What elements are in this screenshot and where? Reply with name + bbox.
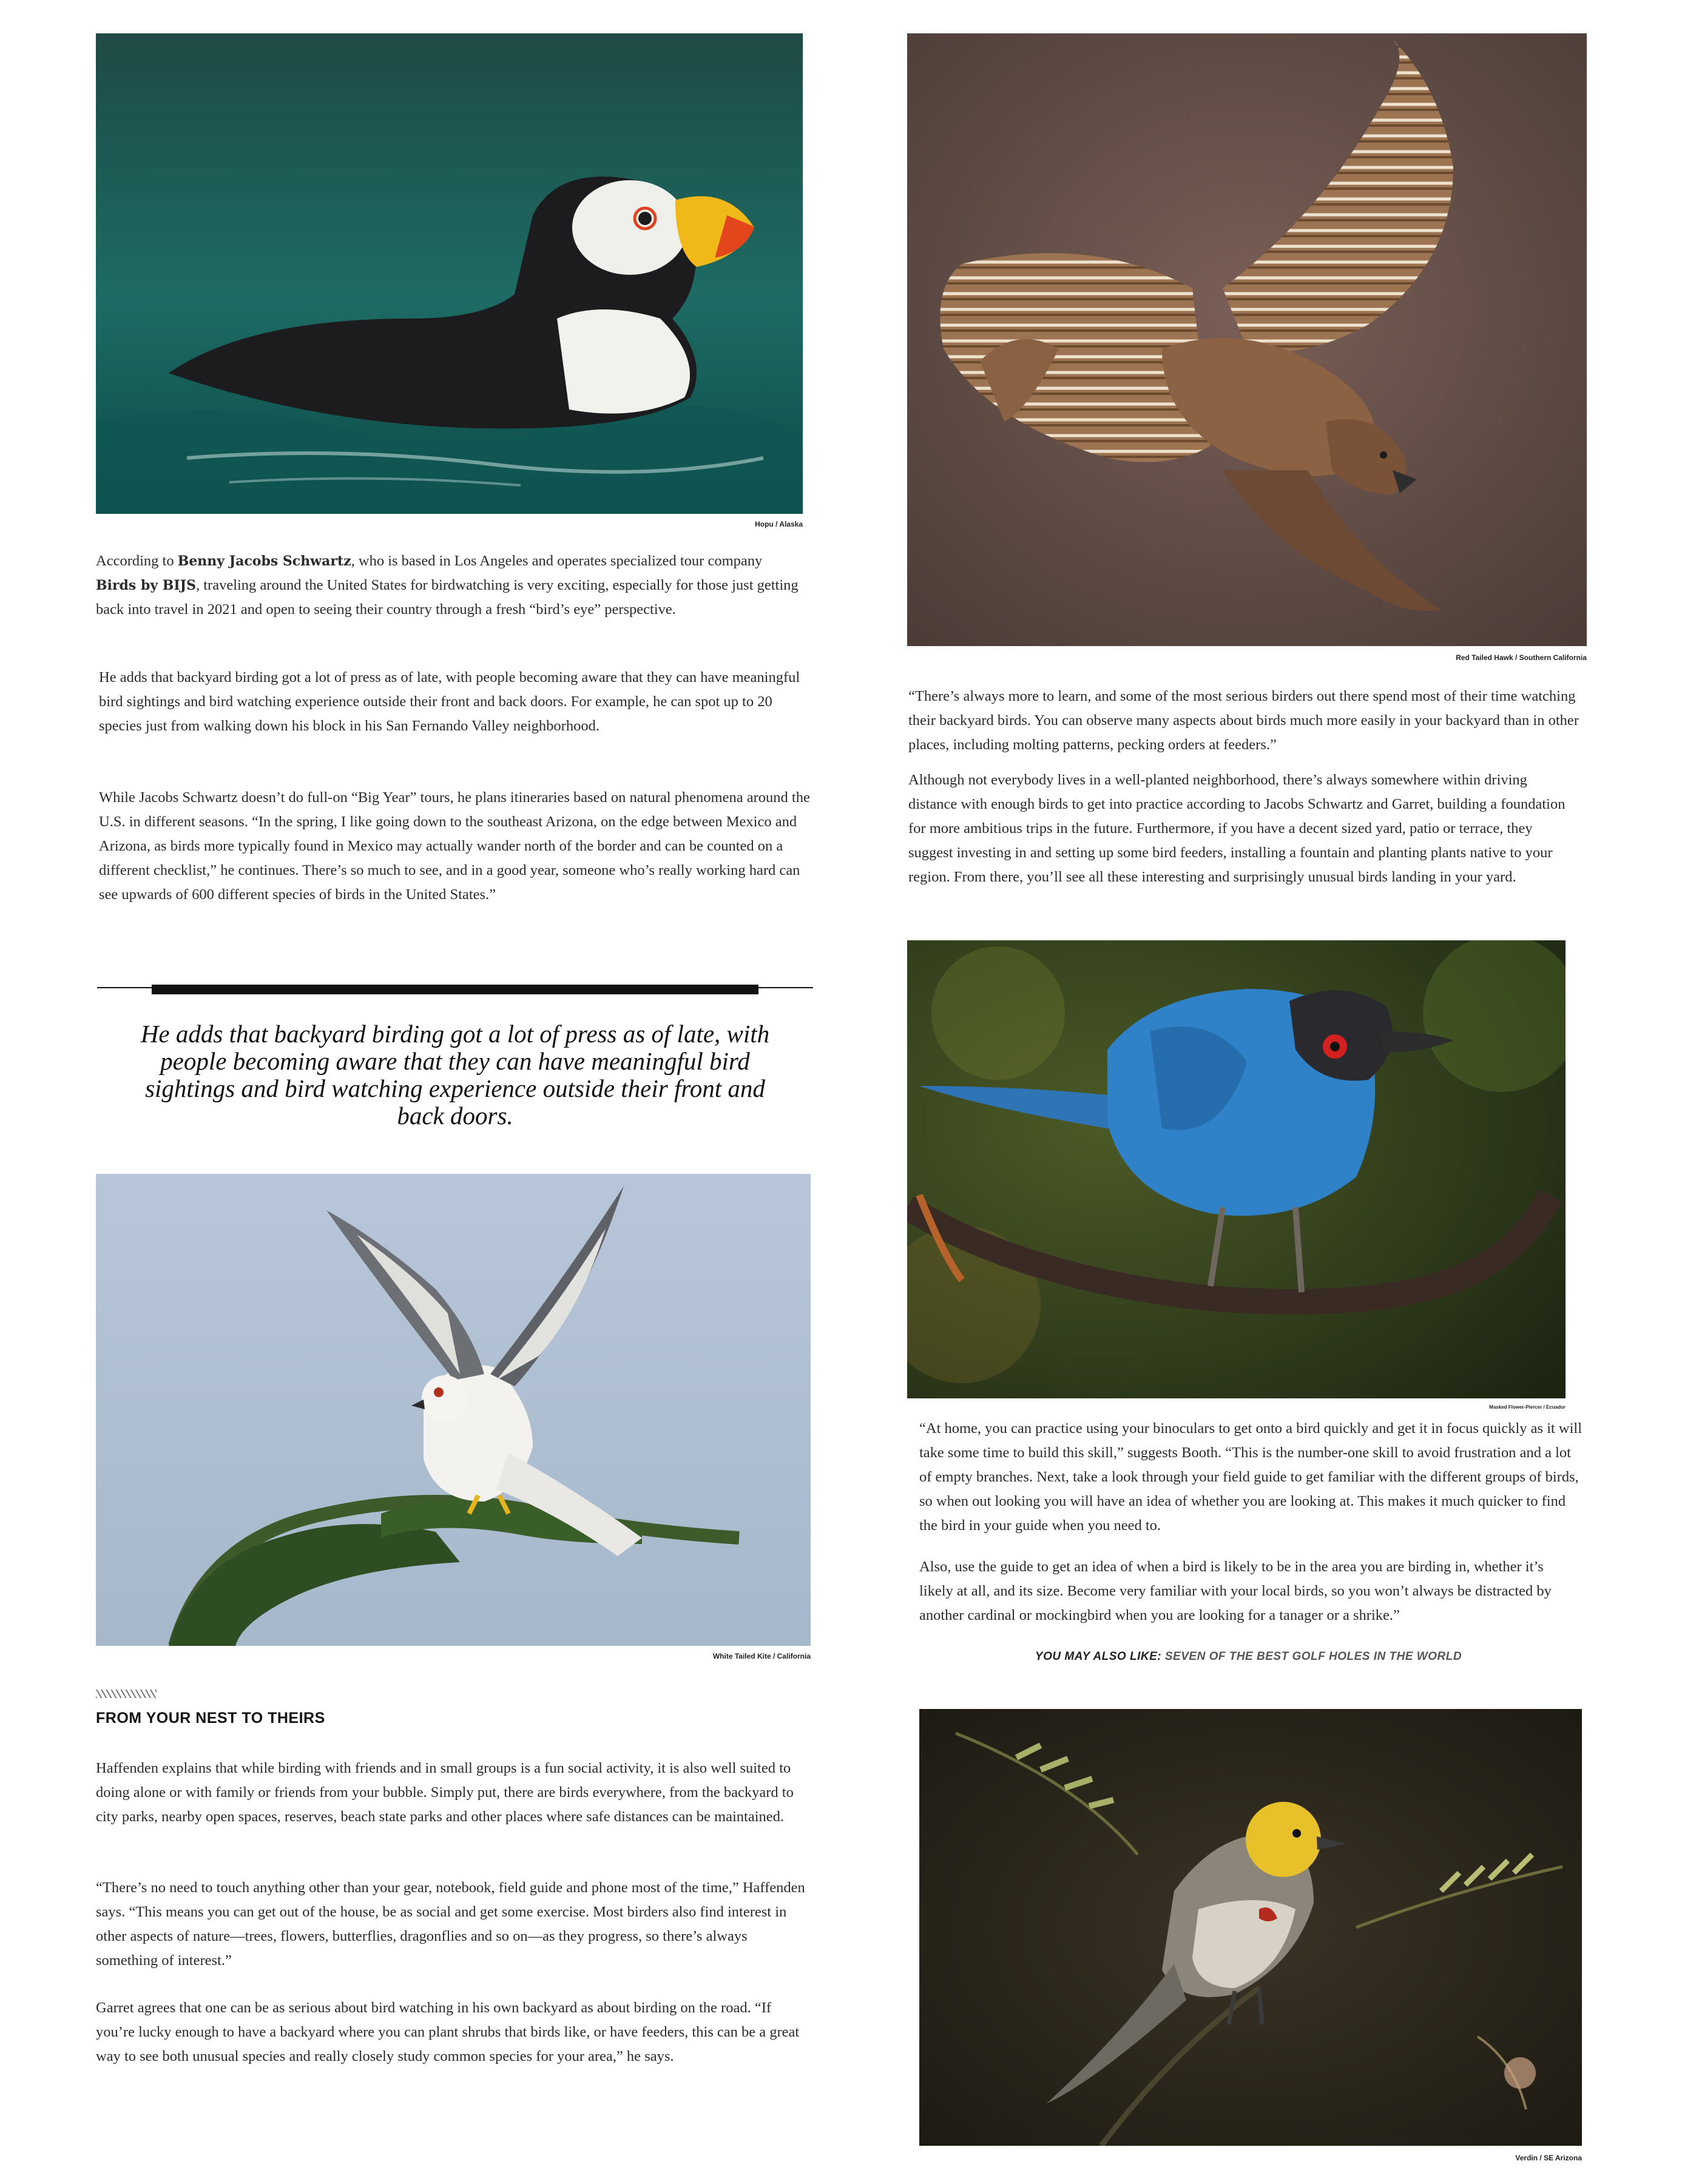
right-paragraph-2: Although not everybody lives in a well-planted neighborhood, there’s always somewhere within driving distance with enough birds to get into practice according to Jacobs Schwartz and Garret, building a foundation for more ambitious trips in the future. Furthermore, if you have a decent sized yard, patio or terrace, they suggest investing in and setting up some bird feeders, installing a fountain and planting plants native to your region. From there, you’ll see all these interesting and surprisingly unusual birds landing in your yard.: [908, 772, 1566, 885]
section-hatch-mark: [96, 1690, 157, 1698]
pullquote-thick-rule: [152, 985, 758, 994]
puffin-photo: [96, 33, 803, 514]
right-paragraph-1: “There’s always more to learn, and some of the most serious birders out there spend most of their time watching their backyard birds. You can observe many aspects about birds much more easily in your backyard than in other places, including molting patterns, pecking orders at feeders.”: [908, 688, 1579, 753]
white-tailed-kite-photo: [96, 1174, 811, 1646]
verdin-photo: [919, 1709, 1582, 2146]
puffin-caption: Hopu / Alaska: [755, 520, 803, 528]
pullquote: He adds that backyard birding got a lot of press as of late, with people becoming aware that they can have meaningful bird sightings and bird watching experience outside their front and back doors.: [140, 1020, 770, 1130]
left-paragraph-2: He adds that backyard birding got a lot of press as of late, with people becoming aware that they can have meaningful bird sightings and bird watching experience outside their front and back doors. For example, he can spot up to 20 species just from walking down his block in his San Fernando Valley neighborhood.: [99, 669, 800, 734]
you-may-also-like[interactable]: [919, 1650, 1578, 1663]
left-paragraph-4: Haffenden explains that while birding with friends and in small groups is a fun social activity, it is also well suited to doing alone or with family or friends from your bubble. Simply put, there are birds everywhere, from the backyard to city parks, nearby open spaces, reserves, beach state parks and other places where safe distances can be maintained.: [96, 1760, 794, 1825]
also-like-label: YOU MAY ALSO LIKE:: [1035, 1650, 1162, 1663]
left-paragraph-1: According to Benny Jacobs Schwartz, who is based in Los Angeles and operates specialized tour company Birds by BIJS, traveling around the United States for birdwatching is very exciting, especially for those just getting back into travel in 2021 and open to seeing their country through a fresh “bird’s eye” perspective.: [96, 553, 799, 618]
masked-flower-piercer-photo: [907, 940, 1566, 1398]
red-tailed-hawk-caption: Red Tailed Hawk / Southern California: [1456, 653, 1587, 662]
section-heading: FROM YOUR NEST TO THEIRS: [96, 1710, 325, 1727]
right-paragraph-3: “At home, you can practice using your binoculars to get onto a bird quickly and get it in focus quickly as it will take some time to build this skill,” suggests Booth. “This is the number-one skill to avoid frustration and a lot of empty branches. Next, take a look through your field guide to get familiar with the different groups of birds, so when out looking you will have an idea of whether you are looking at. This makes it much quicker to find the bird in your guide when you need to.: [919, 1420, 1582, 1534]
left-paragraph-6: Garret agrees that one can be as serious about bird watching in his own backyard as about birding on the road. “If you’re lucky enough to have a backyard where you can plant shrubs that birds like, or have feeders, this can be a great way to see both unusual species and really closely study common species for your area,” he says.: [96, 2000, 800, 2064]
right-paragraph-4: Also, use the guide to get an idea of when a bird is likely to be in the area you are birding in, whether it’s likely at all, and its size. Become very familiar with your local birds, so you won’t always be distracted by another cardinal or mockingbird when you are looking for a tanager or a shrike.”: [919, 1559, 1552, 1623]
masked-flower-piercer-caption: Masked Flower-Piercer / Ecuador: [1489, 1404, 1566, 1410]
also-like-link[interactable]: SEVEN OF THE BEST GOLF HOLES IN THE WORLD: [1164, 1650, 1462, 1663]
left-paragraph-3: While Jacobs Schwartz doesn’t do full-on “Big Year” tours, he plans itineraries based on natural phenomena around the U.S. in different seasons. “In the spring, I like going down to the southeast Arizona, on the edge between Mexico and Arizona, as birds more typically found in Mexico may actually wander north of the border and can be counted on a different checklist,” he continues. There’s so much to see, and in a good year, someone who’s really working hard can see upwards of 600 different species of birds in the United States.”: [99, 789, 810, 903]
birds-by-bijs-name: Birds by BIJS: [96, 578, 196, 593]
left-paragraph-5: “There’s no need to touch anything other than your gear, notebook, field guide and phone most of the time,” Haffenden says. “This means you can get out of the house, be as social and get some exercise. Most birders also find interest in other aspects of nature—trees, flowers, butterflies, dragonflies and so on—as they progress, so there’s always something of interest.”: [96, 1879, 805, 1969]
white-tailed-kite-caption: White Tailed Kite / California: [712, 1652, 811, 1660]
benny-jacobs-schwartz-name: Benny Jacobs Schwartz: [177, 553, 351, 569]
red-tailed-hawk-photo: [907, 33, 1587, 646]
verdin-caption: Verdin / SE Arizona: [1515, 2154, 1582, 2162]
